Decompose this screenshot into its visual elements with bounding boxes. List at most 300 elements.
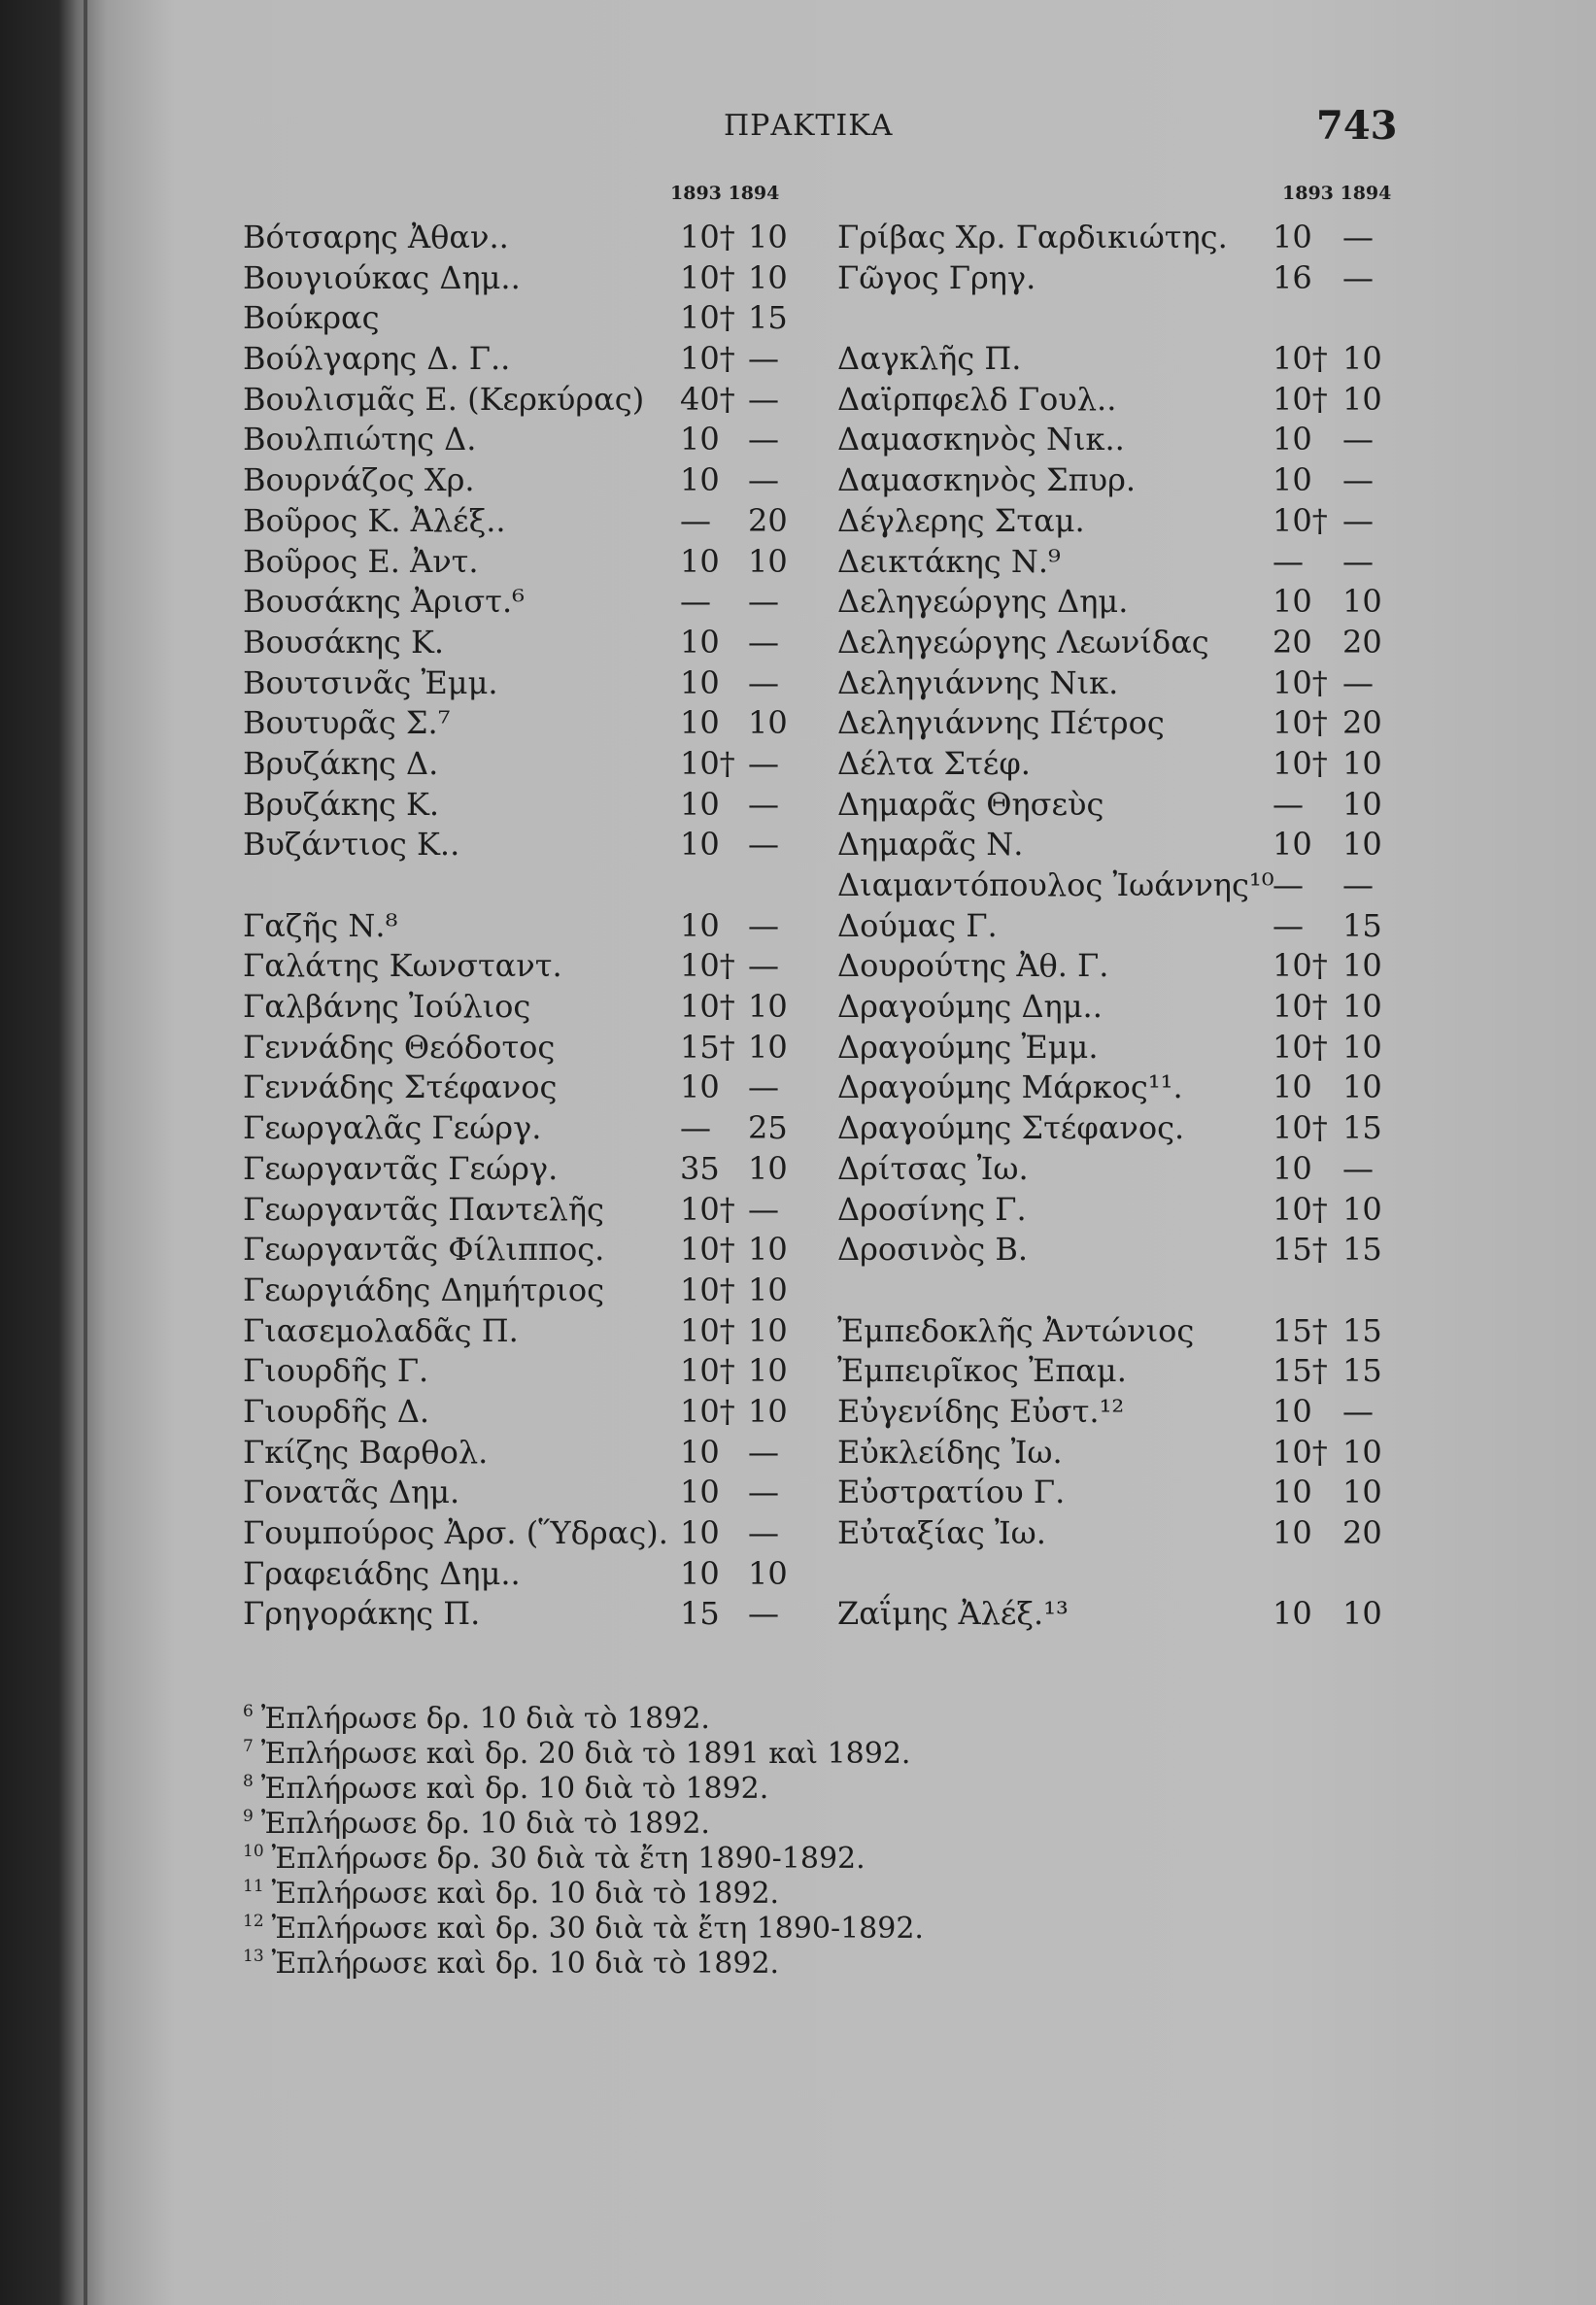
amount-1894: 10 xyxy=(748,258,788,296)
amount-1894: 15 xyxy=(748,299,788,337)
amount-1893: 10 xyxy=(1273,1068,1312,1106)
amount-1894: 10 xyxy=(748,1392,788,1430)
entry-row xyxy=(243,380,787,421)
amount-1893: 35 xyxy=(680,1149,720,1187)
amount-1893: 10† xyxy=(1273,1190,1328,1228)
amount-1893: 10 xyxy=(680,906,720,944)
entry-row xyxy=(837,1190,1381,1231)
entry-row xyxy=(243,1230,787,1271)
amount-1893: 10† xyxy=(1273,1028,1328,1066)
amount-1894: — xyxy=(1342,663,1374,701)
amount-1893: 10† xyxy=(680,1311,735,1349)
amount-1893: — xyxy=(680,501,711,539)
entry-row xyxy=(243,1190,787,1231)
member-name: Δούμας Γ. xyxy=(837,906,998,944)
member-name: Βουλπιώτης Δ. xyxy=(243,421,477,458)
entry-row xyxy=(243,1594,787,1635)
member-name: Δραγούμης Ἐμμ. xyxy=(837,1028,1099,1066)
entry-row xyxy=(243,1554,787,1595)
entry-row xyxy=(243,1311,787,1352)
member-name: Γουμπούρος Ἀρσ. (Ὕδρας). xyxy=(243,1514,668,1551)
amount-1894: — xyxy=(748,663,779,701)
amount-1894: — xyxy=(748,785,779,823)
member-name: Δραγούμης Δημ.. xyxy=(837,988,1103,1026)
entry-row xyxy=(243,460,787,501)
member-name: Γαλβάνης Ἰούλιος xyxy=(243,988,531,1026)
entry-row xyxy=(243,865,787,906)
amount-1894: 10 xyxy=(748,988,788,1026)
amount-1893: 10† xyxy=(680,947,735,985)
member-name: Βουγιούκας Δημ.. xyxy=(243,258,521,296)
amount-1893: 10† xyxy=(1273,380,1328,418)
amount-1893: 10† xyxy=(1273,340,1328,378)
amount-1894: 10 xyxy=(1342,1068,1382,1106)
amount-1893: 10 xyxy=(680,542,720,580)
member-name: Γεννάδης Στέφανος xyxy=(243,1068,558,1106)
entry-row xyxy=(243,501,787,542)
amount-1893: 10† xyxy=(680,1392,735,1430)
entry-row xyxy=(837,1594,1381,1635)
amount-1893: 10† xyxy=(1273,744,1328,782)
amount-1894: 20 xyxy=(1342,704,1382,742)
amount-1893: 10 xyxy=(680,663,720,701)
entry-row xyxy=(243,1392,787,1433)
amount-1893: 10 xyxy=(1273,583,1312,621)
footnote xyxy=(243,1737,1117,1772)
amount-1893: 10 xyxy=(680,704,720,742)
member-name: Γεωργαντᾶς Παντελῆς xyxy=(243,1190,604,1228)
entry-row xyxy=(837,420,1381,460)
member-name: Δαμασκηνὸς Νικ.. xyxy=(837,421,1125,458)
member-name: Δεληγεώργης Δημ. xyxy=(837,583,1129,621)
amount-1893: 10 xyxy=(680,1068,720,1106)
entry-row xyxy=(837,460,1381,501)
entry-row xyxy=(243,825,787,865)
amount-1893: 10† xyxy=(1273,988,1328,1026)
entry-row xyxy=(243,946,787,987)
member-name: Εὐστρατίου Γ. xyxy=(837,1474,1066,1511)
footnotes xyxy=(243,1702,1117,1982)
amount-1894: 10 xyxy=(748,1231,788,1269)
amount-1894: — xyxy=(1342,866,1374,903)
entry-row xyxy=(243,1108,787,1149)
amount-1894: 15 xyxy=(1342,1352,1382,1390)
amount-1893: 10 xyxy=(680,623,720,661)
footnote-text: Ἐπλήρωσε δρ. 10 διὰ τὸ 1892. xyxy=(260,1702,710,1736)
page-number: 743 xyxy=(1316,103,1398,149)
amount-1894: — xyxy=(748,380,779,418)
amount-1894: 20 xyxy=(748,501,788,539)
amount-1894: 10 xyxy=(748,1554,788,1592)
amount-1894: 10 xyxy=(1342,1433,1382,1471)
entry-row xyxy=(243,1513,787,1554)
amount-1893: 10† xyxy=(680,988,735,1026)
member-name: Γεωργαντᾶς Γεώργ. xyxy=(243,1149,559,1187)
amount-1893: 10 xyxy=(1273,421,1312,458)
year-header-right: 1893 1894 xyxy=(1282,183,1392,204)
member-name: Γιουρδῆς Δ. xyxy=(243,1392,430,1430)
amount-1894: — xyxy=(748,826,779,864)
entry-row xyxy=(243,1473,787,1513)
amount-1893: 10 xyxy=(1273,219,1312,255)
entry-row xyxy=(837,1513,1381,1554)
amount-1893: — xyxy=(680,1109,711,1147)
amount-1894: 10 xyxy=(748,1271,788,1308)
footnote-text: Ἐπλήρωσε δρ. 30 διὰ τὰ ἔτη 1890-1892. xyxy=(271,1842,866,1876)
amount-1893: 10 xyxy=(680,1433,720,1471)
amount-1894: 10 xyxy=(748,219,788,255)
footnote xyxy=(243,1842,1117,1877)
entry-row xyxy=(243,1028,787,1068)
entry-row xyxy=(837,1351,1381,1392)
member-name: Δουρούτης Ἀθ. Γ. xyxy=(837,947,1109,985)
member-name: Δροσινὸς Β. xyxy=(837,1231,1029,1269)
amount-1894: 10 xyxy=(748,1149,788,1187)
amount-1893: 10 xyxy=(680,421,720,458)
entry-row xyxy=(243,906,787,947)
entry-row xyxy=(837,1028,1381,1068)
amount-1893: 10 xyxy=(1273,1392,1312,1430)
entry-row xyxy=(837,825,1381,865)
amount-1893: 10† xyxy=(680,299,735,337)
member-name: Γκίζης Βαρθολ. xyxy=(243,1433,489,1471)
entry-row xyxy=(837,623,1381,663)
footnote-number: 6 xyxy=(243,1702,254,1721)
entry-row xyxy=(837,785,1381,826)
entry-row xyxy=(837,339,1381,380)
footnote xyxy=(243,1702,1117,1737)
right-column xyxy=(837,218,1381,1635)
amount-1894: — xyxy=(748,1474,779,1511)
amount-1893: 10 xyxy=(680,1554,720,1592)
entry-row xyxy=(243,987,787,1028)
footnote-number: 10 xyxy=(243,1842,264,1861)
amount-1894: 25 xyxy=(748,1109,788,1147)
amount-1893: 10 xyxy=(680,1514,720,1551)
amount-1894: 20 xyxy=(1342,623,1382,661)
member-name: Βουσάκης Κ. xyxy=(243,623,445,661)
member-name: Βοῦρος Ε. Ἀντ. xyxy=(243,542,479,580)
footnote-text: Ἐπλήρωσε καὶ δρ. 30 διὰ τὰ ἔτη 1890-1892. xyxy=(271,1912,924,1946)
entry-row xyxy=(837,298,1381,339)
entry-row xyxy=(837,1433,1381,1474)
amount-1893: — xyxy=(1273,866,1304,903)
amount-1893: 10 xyxy=(680,826,720,864)
amount-1894: 10 xyxy=(1342,1595,1382,1633)
amount-1894: 10 xyxy=(1342,340,1382,378)
amount-1893: 10 xyxy=(680,1474,720,1511)
member-name: Βουτσινᾶς Ἐμμ. xyxy=(243,663,498,701)
member-name: Βουσάκης Ἀριστ.⁶ xyxy=(243,583,525,621)
footnote xyxy=(243,1947,1117,1982)
amount-1894: 10 xyxy=(748,1311,788,1349)
amount-1893: 10 xyxy=(1273,826,1312,864)
amount-1893: 10 xyxy=(680,785,720,823)
amount-1894: — xyxy=(1342,258,1374,296)
footnote xyxy=(243,1912,1117,1947)
footnote xyxy=(243,1772,1117,1807)
entry-row xyxy=(243,1149,787,1190)
amount-1894: — xyxy=(748,906,779,944)
amount-1893: 10† xyxy=(680,1190,735,1228)
member-name: Γονατᾶς Δημ. xyxy=(243,1474,460,1511)
amount-1894: 20 xyxy=(1342,1514,1382,1551)
footnote-text: Ἐπλήρωσε δρ. 10 διὰ τὸ 1892. xyxy=(260,1807,710,1841)
footnote xyxy=(243,1807,1117,1842)
year-header-left: 1893 1894 xyxy=(670,183,780,204)
amount-1894: 10 xyxy=(748,542,788,580)
member-name: Γῶγος Γρηγ. xyxy=(837,258,1036,296)
amount-1894: 15 xyxy=(1342,1109,1382,1147)
amount-1894: — xyxy=(1342,219,1374,255)
amount-1894: 10 xyxy=(1342,785,1382,823)
member-name: Γιασεμολαδᾶς Π. xyxy=(243,1311,519,1349)
entry-row xyxy=(243,258,787,299)
amount-1893: 15 xyxy=(680,1595,720,1633)
entry-row xyxy=(243,1271,787,1311)
footnote-number: 7 xyxy=(243,1737,254,1756)
entry-row xyxy=(837,582,1381,623)
amount-1894: — xyxy=(748,947,779,985)
footnote-text: Ἐπλήρωσε καὶ δρ. 10 διὰ τὸ 1892. xyxy=(271,1877,780,1911)
amount-1894: — xyxy=(748,1595,779,1633)
amount-1894: 10 xyxy=(748,704,788,742)
member-name: Γεννάδης Θεόδοτος xyxy=(243,1028,556,1066)
amount-1893: 15† xyxy=(1273,1311,1328,1349)
entry-row xyxy=(837,1473,1381,1513)
member-name: Γαλάτης Κωνσταντ. xyxy=(243,947,562,985)
footnote-text: Ἐπλήρωσε καὶ δρ. 10 διὰ τὸ 1892. xyxy=(271,1947,780,1981)
amount-1894: 10 xyxy=(1342,1190,1382,1228)
amount-1893: 15† xyxy=(1273,1352,1328,1390)
amount-1894: — xyxy=(748,1190,779,1228)
amount-1894: 10 xyxy=(748,1028,788,1066)
footnote-number: 8 xyxy=(243,1772,254,1791)
amount-1893: 10† xyxy=(680,1271,735,1308)
amount-1894: 10 xyxy=(748,1352,788,1390)
entry-row xyxy=(837,946,1381,987)
amount-1894: — xyxy=(748,421,779,458)
member-name: Δημαρᾶς Ν. xyxy=(837,826,1024,864)
amount-1894: — xyxy=(748,623,779,661)
member-name: Γεωργαντᾶς Φίλιππος. xyxy=(243,1231,605,1269)
amount-1893: 10† xyxy=(1273,1109,1328,1147)
amount-1894: 10 xyxy=(1342,1474,1382,1511)
entry-row xyxy=(243,542,787,583)
entry-row xyxy=(243,623,787,663)
entry-row xyxy=(837,1392,1381,1433)
member-name: Δέγλερης Σταμ. xyxy=(837,501,1085,539)
amount-1894: — xyxy=(748,1514,779,1551)
amount-1893: — xyxy=(1273,785,1304,823)
member-name: Ἐμπεδοκλῆς Ἀντώνιος xyxy=(837,1311,1195,1349)
member-name: Βότσαρης Ἀθαν.. xyxy=(243,219,509,255)
amount-1894: 10 xyxy=(1342,826,1382,864)
amount-1894: 10 xyxy=(1342,380,1382,418)
footnote-number: 11 xyxy=(243,1877,264,1896)
amount-1894: 15 xyxy=(1342,1311,1382,1349)
amount-1894: — xyxy=(748,340,779,378)
amount-1893: 10 xyxy=(1273,461,1312,499)
entry-row xyxy=(837,1230,1381,1271)
member-name: Δρίτσας Ἰω. xyxy=(837,1149,1029,1187)
amount-1893: 10† xyxy=(680,1231,735,1269)
member-name: Δαϊρπφελδ Γουλ.. xyxy=(837,380,1117,418)
member-name: Διαμαντόπουλος Ἰωάννης¹⁰ xyxy=(837,866,1274,903)
member-name: Δαγκλῆς Π. xyxy=(837,340,1022,378)
amount-1893: 10 xyxy=(1273,1474,1312,1511)
member-name: Δραγούμης Στέφανος. xyxy=(837,1109,1185,1147)
footnote-text: Ἐπλήρωσε καὶ δρ. 10 διὰ τὸ 1892. xyxy=(260,1772,769,1806)
page-spine-shadow xyxy=(84,0,87,2305)
entry-row xyxy=(243,663,787,704)
entry-row xyxy=(837,1108,1381,1149)
amount-1893: — xyxy=(1273,542,1304,580)
amount-1894: — xyxy=(1342,421,1374,458)
member-name: Δαμασκηνὸς Σπυρ. xyxy=(837,461,1137,499)
amount-1894: 15 xyxy=(1342,1231,1382,1269)
amount-1893: 10† xyxy=(680,258,735,296)
left-column xyxy=(243,218,787,1635)
amount-1893: 10† xyxy=(680,340,735,378)
footnote-number: 9 xyxy=(243,1807,254,1826)
member-name: Ζαΐμης Ἀλέξ.¹³ xyxy=(837,1595,1069,1633)
amount-1893: 10 xyxy=(1273,1595,1312,1633)
entry-row xyxy=(837,906,1381,947)
amount-1893: 10† xyxy=(680,219,735,255)
amount-1894: — xyxy=(1342,1149,1374,1187)
entry-row xyxy=(837,1149,1381,1190)
entry-row xyxy=(243,744,787,785)
member-name: Βυζάντιος Κ.. xyxy=(243,826,460,864)
member-name: Βούκρας xyxy=(243,299,380,337)
entry-row xyxy=(243,339,787,380)
footnote xyxy=(243,1877,1117,1912)
amount-1894: — xyxy=(748,461,779,499)
member-name: Δροσίνης Γ. xyxy=(837,1190,1027,1228)
member-name: Γεωργαλᾶς Γεώργ. xyxy=(243,1109,542,1147)
amount-1893: — xyxy=(680,583,711,621)
entry-row xyxy=(837,542,1381,583)
member-name: Δεληγεώργης Λεωνίδας xyxy=(837,623,1209,661)
amount-1894: — xyxy=(1342,501,1374,539)
member-name: Γραφειάδης Δημ.. xyxy=(243,1554,521,1592)
entry-row xyxy=(837,380,1381,421)
footnote-number: 12 xyxy=(243,1912,264,1931)
running-head: ΠΡΑΚΤΙΚΑ xyxy=(724,109,894,143)
amount-1894: 15 xyxy=(1342,906,1382,944)
member-name: Δημαρᾶς Θησεὺς xyxy=(837,785,1104,823)
member-name: Δεικτάκης Ν.⁹ xyxy=(837,542,1061,580)
amount-1893: 20 xyxy=(1273,623,1312,661)
entry-row xyxy=(837,1068,1381,1108)
amount-1893: 40† xyxy=(680,380,735,418)
amount-1894: — xyxy=(748,583,779,621)
amount-1893: 10† xyxy=(1273,663,1328,701)
member-name: Βρυζάκης Δ. xyxy=(243,744,439,782)
entry-row xyxy=(243,1351,787,1392)
amount-1893: 15† xyxy=(1273,1231,1328,1269)
entry-row xyxy=(243,582,787,623)
member-name: Βούλγαρης Δ. Γ.. xyxy=(243,340,511,378)
member-name: Γρίβας Χρ. Γαρδικιώτης. xyxy=(837,219,1228,255)
amount-1894: 10 xyxy=(1342,583,1382,621)
amount-1893: 10† xyxy=(1273,704,1328,742)
entry-row xyxy=(243,298,787,339)
member-name: Εὐγενίδης Εὐστ.¹² xyxy=(837,1392,1125,1430)
entry-row xyxy=(243,218,787,258)
entry-row xyxy=(837,744,1381,785)
member-name: Βρυζάκης Κ. xyxy=(243,785,440,823)
entry-row xyxy=(243,420,787,460)
amount-1893: 10† xyxy=(680,1352,735,1390)
amount-1893: 10 xyxy=(680,461,720,499)
member-name: Γρηγοράκης Π. xyxy=(243,1595,481,1633)
member-name: Γαζῆς Ν.⁸ xyxy=(243,906,398,944)
member-name: Βουτυρᾶς Σ.⁷ xyxy=(243,704,451,742)
member-name: Γεωργιάδης Δημήτριος xyxy=(243,1271,604,1308)
entry-row xyxy=(243,785,787,826)
amount-1893: 15† xyxy=(680,1028,735,1066)
amount-1894: — xyxy=(1342,1392,1374,1430)
member-name: Βουλισμᾶς Ε. (Κερκύρας) xyxy=(243,380,645,418)
amount-1893: 10† xyxy=(680,744,735,782)
entry-row xyxy=(837,258,1381,299)
entry-row xyxy=(837,501,1381,542)
amount-1893: 10† xyxy=(1273,947,1328,985)
member-name: Βουρνάζος Χρ. xyxy=(243,461,475,499)
amount-1894: — xyxy=(1342,542,1374,580)
entry-row xyxy=(837,703,1381,744)
amount-1894: — xyxy=(1342,461,1374,499)
amount-1893: 10 xyxy=(1273,1149,1312,1187)
amount-1894: — xyxy=(748,1433,779,1471)
footnote-number: 13 xyxy=(243,1947,264,1966)
amount-1894: — xyxy=(748,1068,779,1106)
member-name: Δέλτα Στέφ. xyxy=(837,744,1031,782)
member-name: Εὐκλείδης Ἰω. xyxy=(837,1433,1063,1471)
entry-row xyxy=(837,1271,1381,1311)
amount-1894: 10 xyxy=(1342,988,1382,1026)
entry-row xyxy=(243,1068,787,1108)
amount-1893: — xyxy=(1273,906,1304,944)
amount-1893: 10† xyxy=(1273,501,1328,539)
member-name: Ἐμπειρῖκος Ἐπαμ. xyxy=(837,1352,1127,1390)
amount-1894: 10 xyxy=(1342,1028,1382,1066)
member-name: Βοῦρος Κ. Ἀλέξ.. xyxy=(243,501,506,539)
footnote-text: Ἐπλήρωσε καὶ δρ. 20 διὰ τὸ 1891 καὶ 1892. xyxy=(260,1737,911,1771)
amount-1893: 10 xyxy=(1273,1514,1312,1551)
amount-1893: 16 xyxy=(1273,258,1312,296)
entry-row xyxy=(837,865,1381,906)
member-name: Εὐταξίας Ἰω. xyxy=(837,1514,1046,1551)
entry-row xyxy=(837,987,1381,1028)
entry-row xyxy=(837,218,1381,258)
amount-1894: — xyxy=(748,744,779,782)
amount-1893: 10† xyxy=(1273,1433,1328,1471)
amount-1894: 10 xyxy=(1342,947,1382,985)
member-name: Δεληγιάννης Πέτρος xyxy=(837,704,1165,742)
entry-row xyxy=(837,1311,1381,1352)
member-name: Δραγούμης Μάρκος¹¹. xyxy=(837,1068,1183,1106)
amount-1894: 10 xyxy=(1342,744,1382,782)
member-name: Γιουρδῆς Γ. xyxy=(243,1352,429,1390)
entry-row xyxy=(243,1433,787,1474)
member-name: Δεληγιάννης Νικ. xyxy=(837,663,1119,701)
entry-row xyxy=(243,703,787,744)
entry-row xyxy=(837,663,1381,704)
entry-row xyxy=(837,1554,1381,1595)
